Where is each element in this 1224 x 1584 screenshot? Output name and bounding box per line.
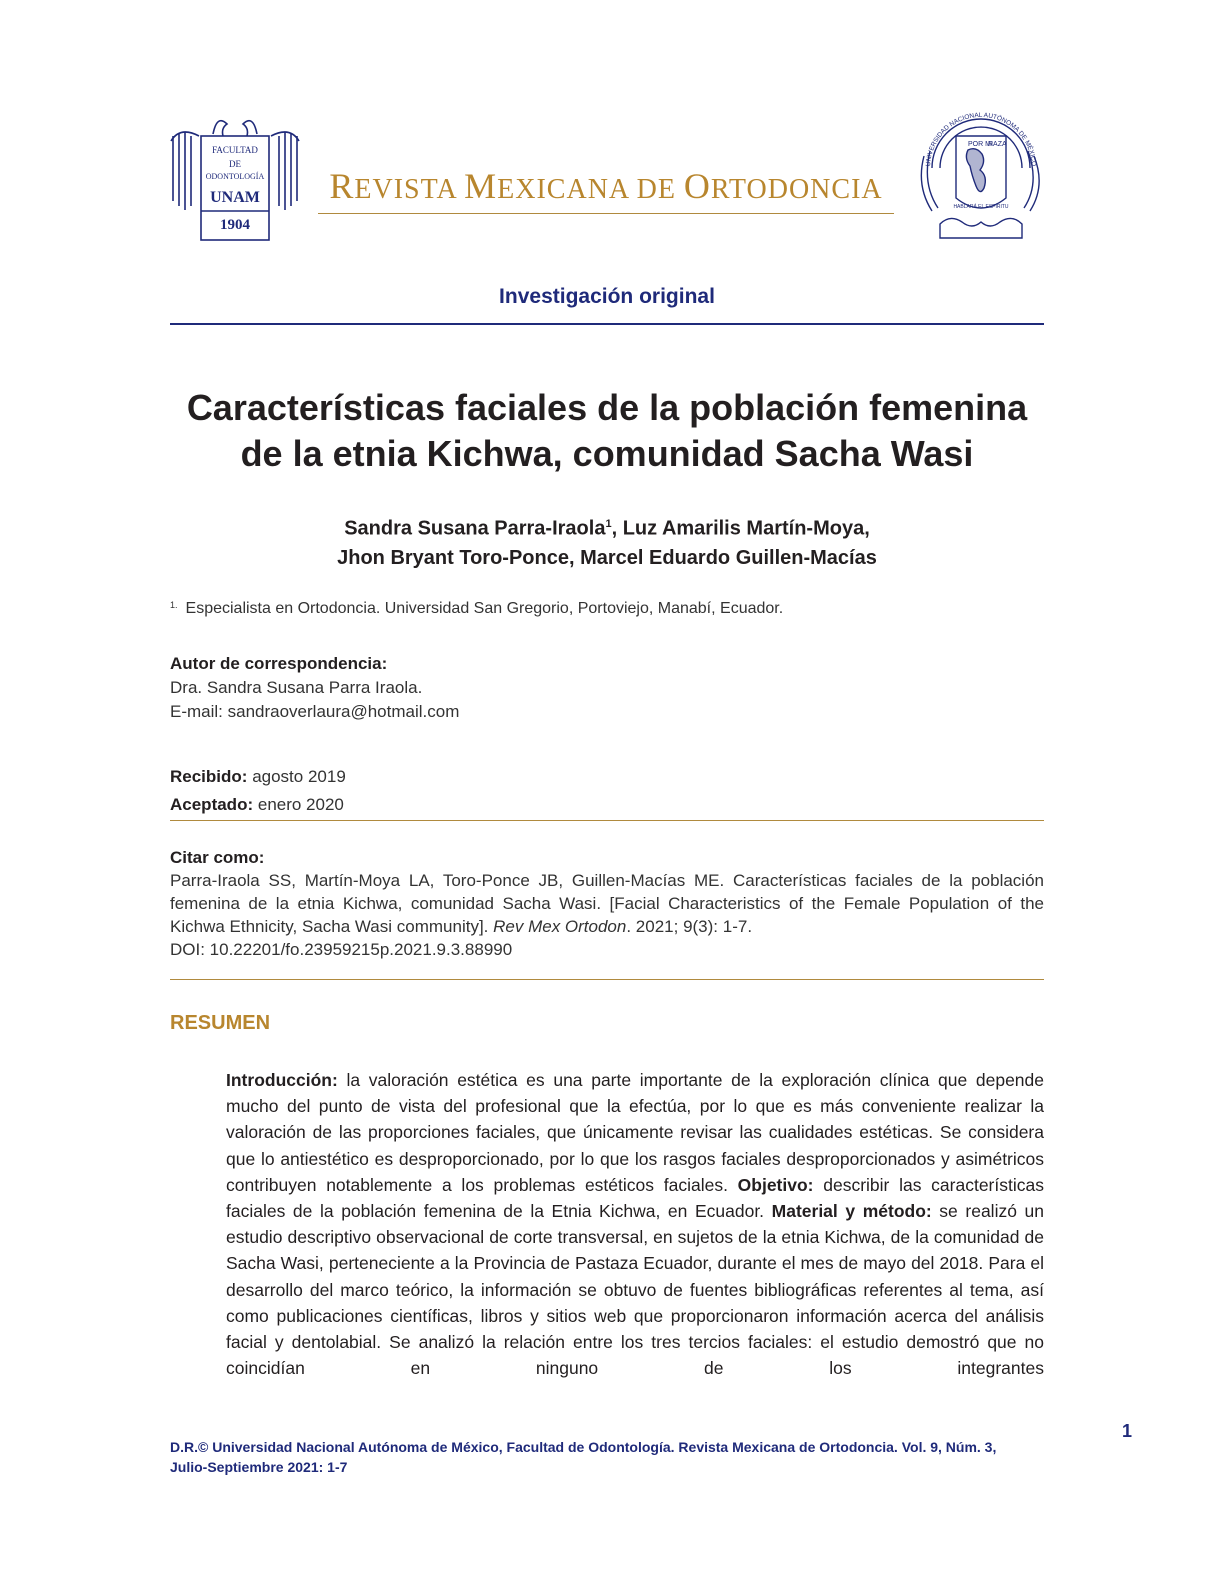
svg-text:UNIVERSIDAD NACIONAL AUTÓNOMA: UNIVERSIDAD NACIONAL AUTÓNOMA DE MÉXICO [924,111,1038,167]
svg-text:POR MI: POR MI [968,141,993,148]
journal-title: REVISTA MEXICANA DE ORTODONCIA [329,166,883,206]
page-number: 1 [1122,1421,1133,1441]
citation-doi: DOI: 10.22201/fo.23959215p.2021.9.3.88990 [170,940,513,959]
citation-block [170,846,1044,961]
authors-line-1: Sandra Susana Parra-Iraola$^1$, Luz Amarilis Martín-Moya, [344,517,870,540]
svg-text:RAZA: RAZA [988,141,1007,148]
svg-text:ODONTOLOGÍA: ODONTOLOGÍA [205,172,265,181]
journal-title-rule [318,213,894,214]
svg-text:UNAM: UNAM [210,189,260,206]
svg-text:DE: DE [229,159,241,169]
authors [170,510,1044,573]
citation-text: Parra-Iraola SS, Martín-Moya LA, Toro-Ponce JB, Guillen-Macías ME. Características faciales de la población femenina de la etnia Kichwa, comunidad Sacha Wasi. [Facial Characteristics of the Female Population of the Kichwa Ethnicity, Sacha Wasi community]. Rev Mex Ortodon. 2021; 9(3): 1-7. DOI: 10.22201/fo.23959215p.2021.9.3.88990 [170,871,1044,959]
section-type-label: Investigación original [499,285,715,308]
article-title-line-1: Características faciales de la población femenina [186,387,1028,428]
correspondence-block [170,652,1044,724]
svg-text:HABLARÁ EL ESPÍRITU: HABLARÁ EL ESPÍRITU [953,204,1009,210]
correspondence-name: Dra. Sandra Susana Parra Iraola. [170,678,423,697]
correspondence-email: E-mail: sandraoverlaura@hotmail.com [170,702,460,721]
received-date: Recibido: agosto 2019 [170,767,346,786]
unam-shield-icon [910,106,1052,248]
dates-block [170,763,1044,819]
article-title-line-2: de la etnia Kichwa, comunidad Sacha Wasi [240,433,974,474]
dates-rule [170,820,1044,821]
footer-copyright: D.R.© Universidad Nacional Autónoma de México, Facultad de Odontología. Revista Mexicana de Ortodoncia. Vol. 9, Núm. 3, Julio-Septiembre 2021: 1-7 [170,1439,997,1475]
section-rule [170,323,1044,325]
svg-text:FACULTAD: FACULTAD [212,145,258,155]
faculty-logo [165,106,305,246]
article-title [120,385,1094,477]
unam-logo [910,106,1052,248]
accepted-date: Aceptado: enero 2020 [170,795,344,814]
correspondence-label: Autor de correspondencia: [170,654,388,673]
citation-rule [170,979,1044,980]
abstract-text: Introducción: la valoración estética es una parte importante de la exploración clínica que depende mucho del punto de vista del profesional que la efectúa, por lo que es más conveniente realizar la valoración de las proporciones faciales, que únicamente revisar las cualidades estéticas. Se considera que lo antiestético es desproporcionado, por lo que los rasgos faciales desproporcionados y asimétricos contribuyen notablemente a los problemas estéticos faciales. Objetivo: describir las características faciales de la población femenina de la Etnia Kichwa, en Ecuador. Material y método: se realizó un estudio descriptivo observacional de corte transversal, en sujetos de la etnia Kichwa, de la comunidad de Sacha Wasi, perteneciente a la Provincia de Pastaza Ecuador, durante el mes de mayo del 2018. Para el desarrollo del marco teórico, la información se obtuvo de fuentes bibliográficas referentes al tema, así como publicaciones científicas, libros y sitios web que proporcionaron información acerca del análisis facial y dentolabial. Se analizó la relación entre los tres tercios faciales: el estudio demostró que no coincidían en ninguno de los integrantes [226,1070,1044,1379]
svg-text:1904: 1904 [220,217,250,233]
authors-line-2: Jhon Bryant Toro-Ponce, Marcel Eduardo Guillen-Macías [337,546,877,569]
unam-odontologia-crest-icon [165,106,305,246]
citation-label: Citar como: [170,848,265,867]
resumen-heading: RESUMEN [170,1012,271,1034]
affiliation: $^{1.}$ Especialista en Ortodoncia. Universidad San Gregorio, Portoviejo, Manabí, Ecuador. [170,600,784,617]
